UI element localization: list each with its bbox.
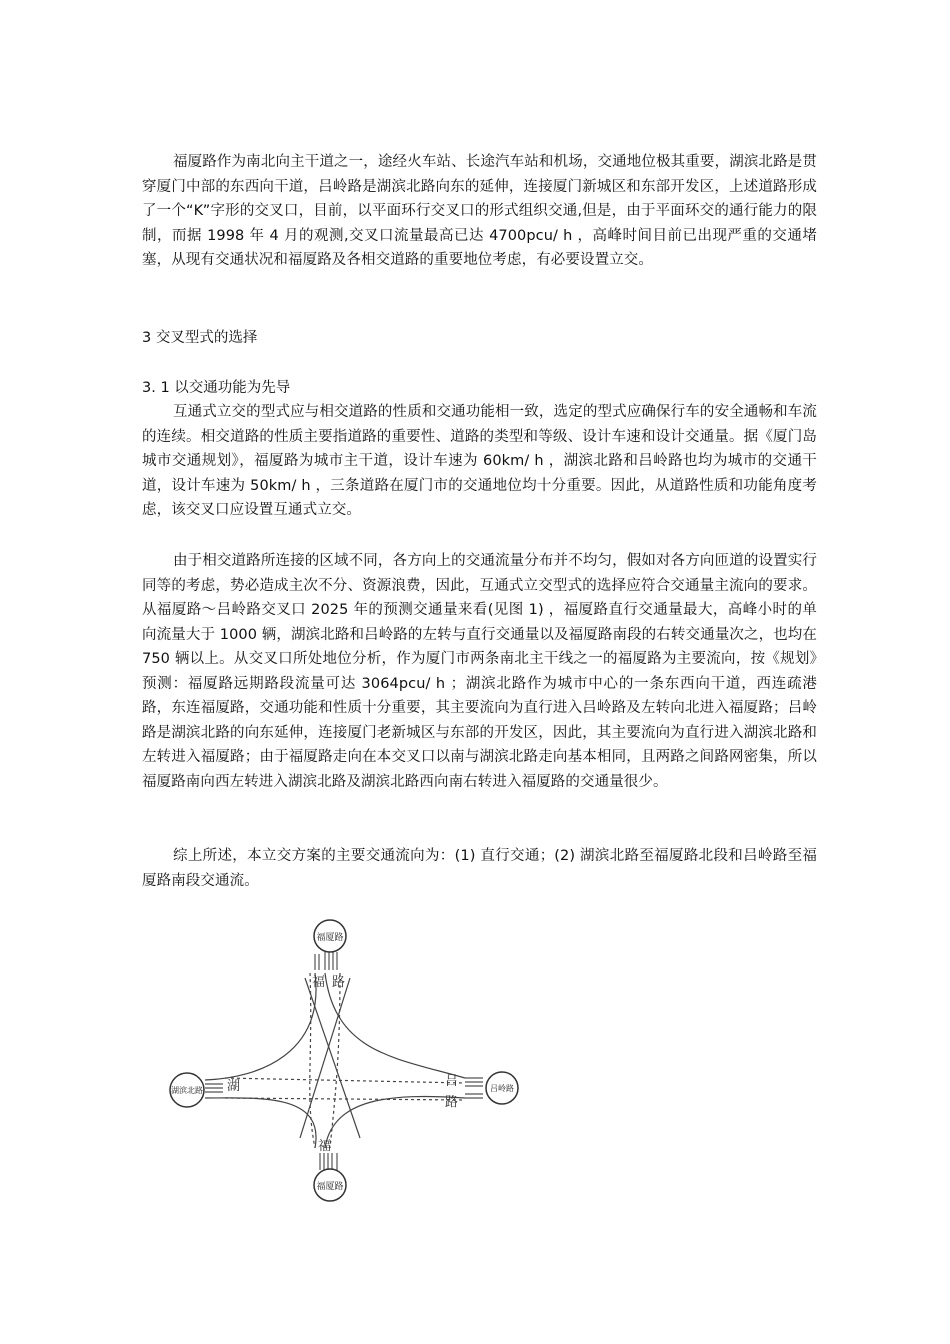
- paragraph-text: 综上所述，本立交方案的主要交通流向为：(1) 直行交通；(2) 湖滨北路至福厦路北段和吕岭路至福厦路南段交通流。: [142, 848, 817, 889]
- west-node: [170, 1073, 204, 1107]
- traffic-flow-curves: [205, 973, 465, 1148]
- paragraph-summary: [142, 844, 817, 893]
- east-area-glyph: 吕: [445, 1074, 459, 1089]
- paragraph-text: 福厦路作为南北向主干道之一，途经火车站、长途汽车站和机场，交通地位极其重要，湖滨北路是贯穿厦门中部的东西向干道，吕岭路是湖滨北路向东的延伸，连接厦门新城区和东部开发区，上述道路形成了一个“K”字形的交叉口，目前，以平面环行交叉口的形式组织交通,但是，由于平面环交的通行能力的限制，而据 1998 年 4 月的观测,交叉口流量最高已达 4700pcu/ h ，高峰时间目前已出现严重的交通堵塞，从现有交通状况和福厦路及各相交道路的重要地位考虑，有必要设置立交。: [142, 154, 817, 268]
- subsection-heading-3-1: 3. 1 以交通功能为先导: [142, 380, 291, 396]
- traffic-flow-diagram: [165, 918, 530, 1203]
- west-area-glyph: 湖: [227, 1079, 241, 1094]
- south-node-label: 福厦路: [316, 1182, 344, 1192]
- section-heading-3: 3 交叉型式的选择: [142, 330, 258, 346]
- south-area-glyph: 福: [318, 1139, 332, 1154]
- paragraph-intro: [142, 150, 817, 273]
- east-road-glyph: 路: [445, 1095, 459, 1110]
- west-node-label: 湖滨北路: [171, 1086, 203, 1095]
- flow-curve: [300, 978, 350, 1138]
- south-node: [314, 1169, 346, 1201]
- paragraph-text: 互通式立交的型式应与相交道路的性质和交通功能相一致，选定的型式应确保行车的安全通畅和车流的连续。相交道路的性质主要指道路的重要性、道路的类型和等级、设计车速和设计交通量。据《厦门岛城市交通规划》，福厦路为城市主干道，设计车速为 60km/ h ，湖滨北路和吕岭路也均为城市的交通干道，设计车速为 50km/ h ，三条道路在厦门市的交通地位均十分重要。因此，从道路性质和功能角度考虑，该交叉口应设置互通式立交。: [142, 404, 817, 518]
- flow-curve: [205, 973, 316, 1080]
- east-node-label: 吕岭路: [490, 1084, 514, 1093]
- paragraph-text: 由于相交道路所连接的区域不同，各方向上的交通流量分布并不均匀，假如对各方向匝道的设置实行同等的考虑，势必造成主次不分、资源浪费，因此，互通式立交型式的选择应符合交通量主流向的要求。从福厦路～吕岭路交叉口 2025 年的预测交通量来看(见图 1) ，福厦路直行交通量最大，高峰小时的单向流量大于 1000 辆，湖滨北路和吕岭路的左转与直行交通量以及福厦路南段的右转交通量次之，也均在 750 辆以上。从交叉口所处地位分析，作为厦门市两条南北主干线之一的福厦路为主要流向，按《规划》预测：福厦路远期路段流量可达 3064pcu/ h ；湖滨北路作为城市中心的一条东西向干道，西连疏港路，东连福厦路，交通功能和性质十分重要，其主要流向为直行进入吕岭路及左转向北进入福厦路；吕岭路是湖滨北路的向东延伸，连接厦门老新城区与东部的开发区，因此，其主要流向为直行进入湖滨北路和左转进入福厦路；由于福厦路走向在本交叉口以南与湖滨北路走向基本相同，且两路之间路网密集，所以福厦路南向西左转进入湖滨北路及湖滨北路西向南右转进入福厦路的交通量很少。: [142, 553, 817, 790]
- flow-curve: [225, 1078, 465, 1083]
- north-area-glyph: 福: [312, 975, 326, 990]
- north-node-label: 福厦路: [316, 933, 344, 943]
- flow-curve: [325, 1096, 465, 1148]
- flow-curve: [325, 973, 465, 1078]
- paragraph-traffic-distribution: [142, 549, 817, 794]
- flow-curve: [205, 1098, 316, 1148]
- north-node: [314, 920, 346, 952]
- east-node: [486, 1072, 518, 1104]
- north-road-glyph: 路: [332, 975, 346, 990]
- paragraph-interchange-form: [142, 400, 817, 523]
